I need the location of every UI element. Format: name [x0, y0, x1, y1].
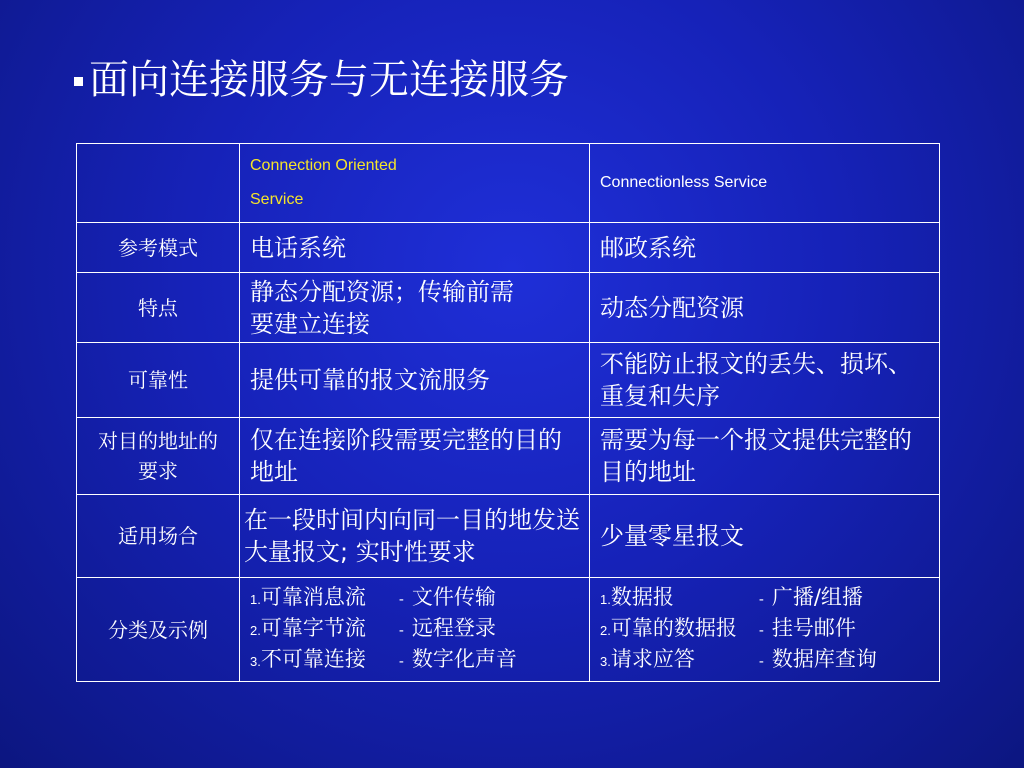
table-header-row: [77, 144, 940, 223]
slide-title: [74, 52, 569, 108]
list-item-number: 3.: [600, 654, 611, 669]
list-item-name: 可靠消息流: [260, 585, 366, 609]
list-item-number: 2.: [250, 623, 261, 638]
list-item-example: 远程登录: [411, 616, 496, 640]
list-item-number: 1.: [250, 592, 261, 607]
list-item: [600, 614, 929, 645]
list-item-example: 挂号邮件: [771, 616, 856, 640]
table-row-features: [77, 273, 940, 343]
row-label: 分类及示例: [77, 578, 240, 682]
list-item-example: 数字化声音: [411, 647, 517, 671]
list-item-name: 可靠的数据报: [610, 616, 737, 640]
row-label: 适用场合: [77, 495, 240, 578]
list-item-separator: -: [398, 622, 404, 639]
examples-connectionless: [590, 578, 940, 682]
list-item: [250, 614, 579, 645]
table-row-examples: [77, 578, 940, 682]
list-item-separator: -: [758, 591, 764, 608]
row-label: 特点: [77, 273, 240, 343]
list-item-number: 2.: [600, 623, 611, 638]
cell-connection-oriented: 在一段时间内向同一目的地发送大量报文; 实时性要求: [240, 495, 590, 578]
list-item-separator: -: [398, 653, 404, 670]
list-item-name: 可靠字节流: [260, 616, 366, 640]
list-item-separator: -: [758, 653, 764, 670]
list-item-separator: -: [758, 622, 764, 639]
cell-connection-oriented: 仅在连接阶段需要完整的目的地址: [240, 418, 590, 495]
list-item-separator: -: [398, 591, 404, 608]
list-item: [250, 645, 579, 676]
cell-connection-oriented: 电话系统: [240, 223, 590, 273]
comparison-table: [76, 143, 940, 682]
list-item-number: 3.: [250, 654, 261, 669]
cell-connectionless: 不能防止报文的丢失、损坏、重复和失序: [590, 343, 940, 418]
row-label: 可靠性: [77, 343, 240, 418]
row-label: 参考模式: [77, 223, 240, 273]
header-col1-line1: Connection Oriented: [250, 157, 397, 174]
table-row-address-requirement: [77, 418, 940, 495]
list-item-name: 请求应答: [610, 647, 695, 671]
list-item: [600, 645, 929, 676]
examples-connection-oriented: [240, 578, 590, 682]
bullet-square-icon: [74, 77, 83, 86]
cell-connectionless: 少量零星报文: [590, 495, 940, 578]
table-row-reliability: [77, 343, 940, 418]
cell-connectionless: 邮政系统: [590, 223, 940, 273]
row-label: 对目的地址的要求: [77, 418, 240, 495]
table-row-use-cases: [77, 495, 940, 578]
list-item-number: 1.: [600, 592, 611, 607]
list-item-example: 数据库查询: [771, 647, 877, 671]
list-item-example: 文件传输: [411, 585, 496, 609]
table-corner-cell: [77, 144, 240, 223]
cell-connectionless: 动态分配资源: [590, 273, 940, 343]
cell-connection-oriented: 静态分配资源；传输前需要建立连接: [240, 273, 590, 343]
header-connection-oriented: [240, 144, 590, 223]
cell-connection-oriented: 提供可靠的报文流服务: [240, 343, 590, 418]
table-row-reference-model: [77, 223, 940, 273]
list-item: [600, 583, 929, 614]
slide-title-text: 面向连接服务与无连接服务: [89, 57, 569, 103]
cell-connectionless: 需要为每一个报文提供完整的目的地址: [590, 418, 940, 495]
list-item-name: 不可靠连接: [260, 647, 366, 671]
list-item-name: 数据报: [610, 585, 674, 609]
header-connectionless: Connectionless Service: [590, 144, 940, 223]
list-item-example: 广播/组播: [771, 585, 863, 609]
list-item: [250, 583, 579, 614]
header-col1-line2: Service: [250, 191, 304, 208]
